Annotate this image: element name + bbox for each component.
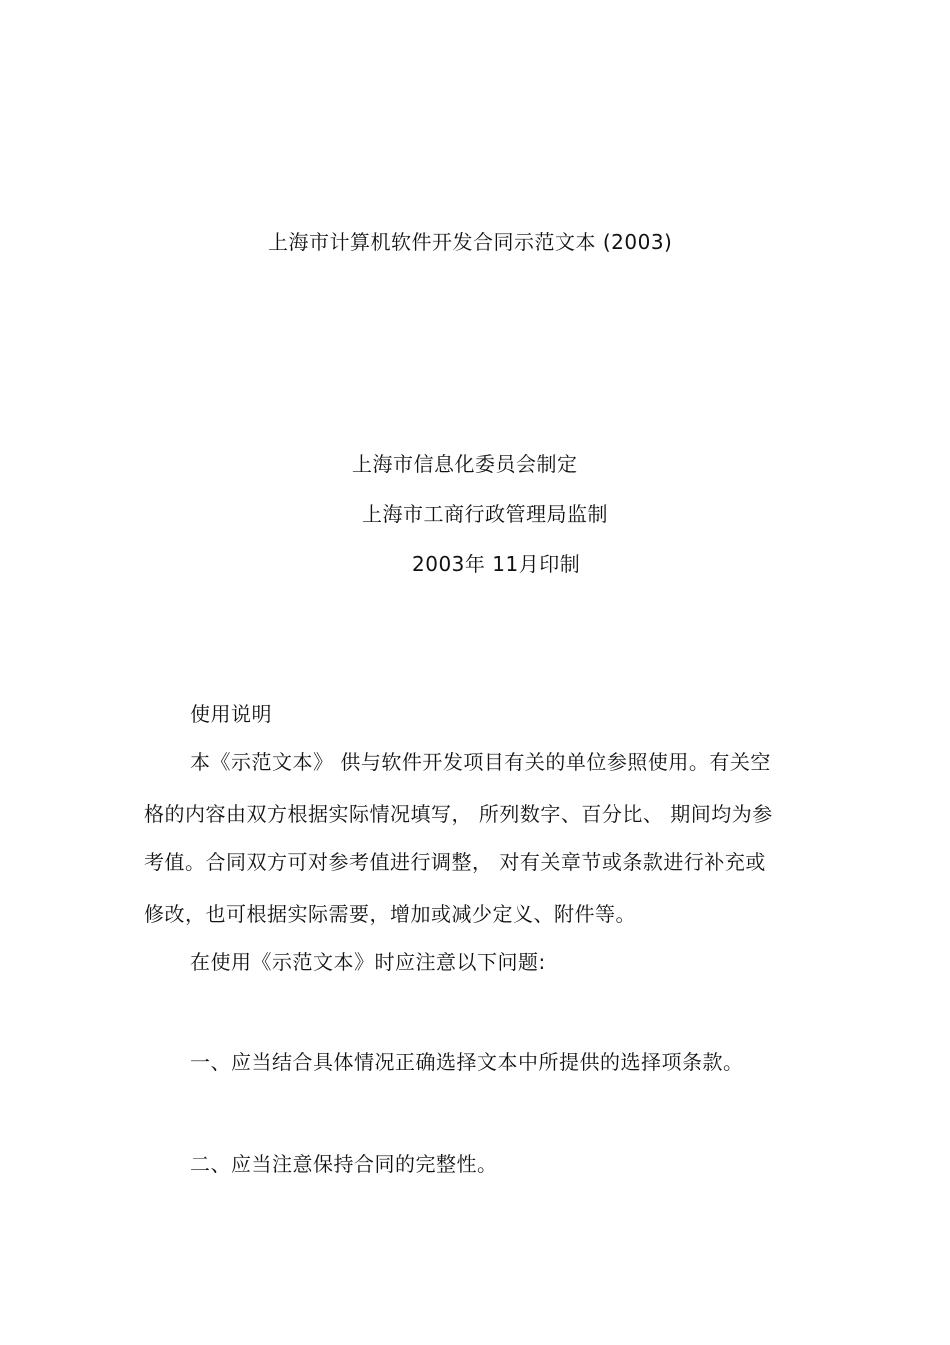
list-item: 二、应当注意保持合同的完整性。 [190, 1152, 498, 1176]
list-item: 一、应当结合具体情况正确选择文本中所提供的选择项条款。 [190, 1050, 744, 1074]
usage-heading: 使用说明 [190, 702, 272, 726]
issuer-line: 上海市信息化委员会制定 [352, 452, 578, 476]
document-title: 上海市计算机软件开发合同示范文本 (2003) [268, 230, 673, 254]
paragraph-line: 修改，也可根据实际需要，增加或减少定义、附件等。 [144, 902, 636, 926]
note-intro: 在使用《示范文本》时应注意以下问题: [190, 950, 546, 974]
paragraph-line: 本《示范文本》 供与软件开发项目有关的单位参照使用。有关空 [190, 750, 771, 774]
paragraph-line: 考值。合同双方可对参考值进行调整， 对有关章节或条款进行补充或 [144, 850, 766, 874]
print-date: 2003年 11月印制 [412, 552, 581, 576]
paragraph-line: 格的内容由双方根据实际情况填写， 所列数字、百分比、 期间均为参 [144, 802, 773, 826]
supervisor-line: 上海市工商行政管理局监制 [362, 502, 608, 526]
